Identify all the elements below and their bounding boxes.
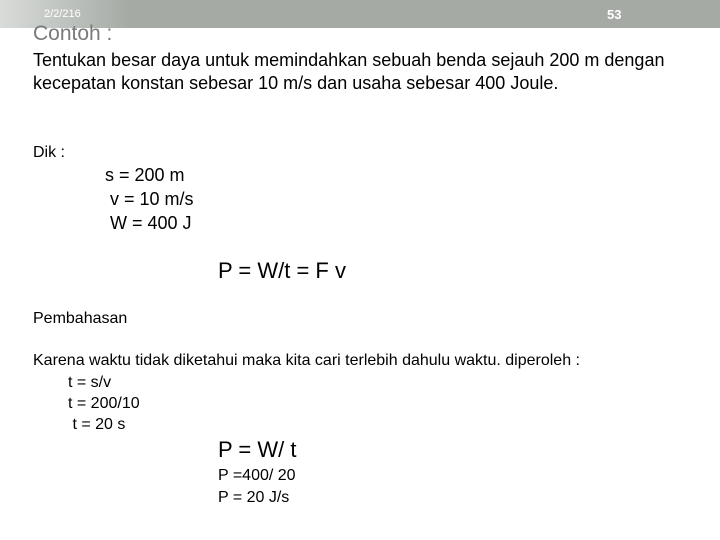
discussion-text: Karena waktu tidak diketahui maka kita cari terlebih dahulu waktu. diperoleh :: [33, 352, 580, 369]
problem-statement: Tentukan besar daya untuk memindahkan sebuah benda sejauh 200 m dengan kecepatan konstan sebesar 10 m/s dan usaha sebesar 400 Joule.: [33, 50, 665, 93]
main-formula: P = W/t = F v: [218, 258, 346, 283]
page-number: 53: [607, 7, 622, 22]
time-step: t = s/v: [68, 374, 112, 391]
known-item: v = 10 m/s: [110, 189, 194, 209]
time-step: t = 200/10: [68, 395, 140, 412]
power-formula: P = W/ t: [218, 437, 297, 462]
power-step: P = 20 J/s: [218, 489, 290, 506]
slide-date: 2/2/216: [44, 8, 81, 20]
known-item: s = 200 m: [105, 165, 185, 185]
slide-title: Contoh :: [33, 22, 113, 45]
power-step: P =400/ 20: [218, 467, 296, 484]
known-label: Dik :: [33, 144, 65, 161]
time-step: t = 20 s: [68, 416, 126, 433]
discussion-label: Pembahasan: [33, 310, 128, 327]
known-item: W = 400 J: [110, 213, 192, 233]
